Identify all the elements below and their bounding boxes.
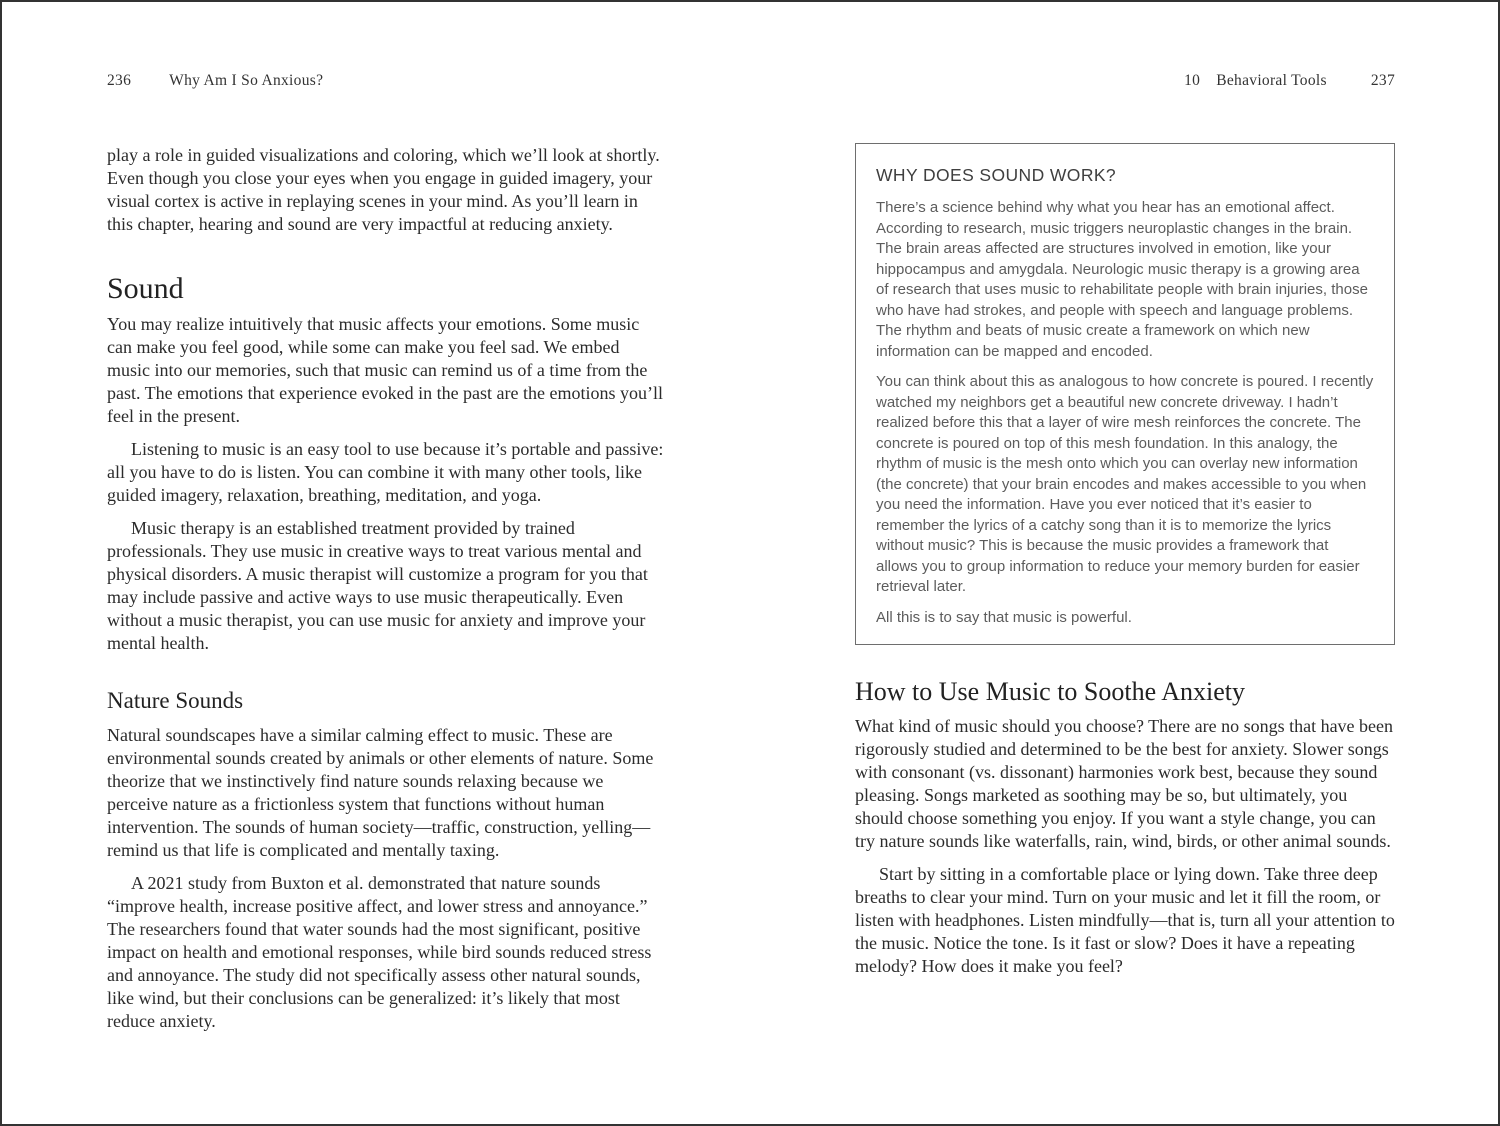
callout-title: WHY DOES SOUND WORK?: [876, 165, 1117, 185]
callout-paragraph: You can think about this as analogous to how concrete is poured. I recently watched my neighbors get a beautiful new concrete driveway. I hadn’t realized before this that a layer of wire mesh reinforces the concrete. The concrete is poured on top of this mesh foundation. In this analogy, the rhythm of music is the mesh onto which you can overlay new information (the concrete) that your brain encodes and makes accessible to you when you need the information. Have you ever noticed that it’s easier to remember the lyrics of a catchy song than it is to memorize the lyrics without music? This is because the music provides a framework that allows you to group information to reduce your memory burden for easier retrieval later.: [876, 373, 1374, 595]
right-page: [855, 72, 1395, 978]
right-page-number: 237: [1370, 72, 1395, 89]
left-page: [107, 72, 665, 1033]
nature-paragraph: A 2021 study from Buxton et al. demonstrated that nature sounds “improve health, increase positive affect, and lower stress and annoyance.” The researchers found that water sounds had the most significant, positive impact on health and emotional responses, while bird sounds reduced stress and annoyance. The study did not specifically assess other natural sounds, like wind, but their conclusions can be generalized: it’s likely that most reduce anxiety.: [107, 873, 652, 1031]
right-running-head: [855, 72, 1395, 90]
howto-paragraph: Start by sitting in a comfortable place or lying down. Take three deep breaths to clear your mind. Turn on your music and let it fill the room, or listen with headphones. Listen mindfully—that is, turn all your attention to the music. Notice the tone. Is it fast or slow? Does it have a repeating melody? How does it make you feel?: [855, 864, 1395, 976]
callout-box-why-does-sound-work: [855, 143, 1395, 645]
section-heading-how-to-use-music: How to Use Music to Soothe Anxiety: [855, 677, 1245, 706]
callout-paragraph: All this is to say that music is powerful.: [876, 608, 1132, 626]
sound-paragraph: You may realize intuitively that music affects your emotions. Some music can make you feel good, while some can make you feel sad. We embed music into our memories, such that music can remind us of a time from the past. The emotions that experience evoked in the past are the emotions you’ll feel in the present.: [107, 314, 664, 426]
left-running-title: Why Am I So Anxious?: [169, 72, 324, 89]
left-page-number: 236: [107, 72, 132, 89]
section-heading-nature-sounds: Nature Sounds: [107, 688, 244, 713]
section-heading-sound: Sound: [107, 272, 184, 305]
callout-paragraph: There’s a science behind why what you hear has an emotional affect. According to research, music triggers neuroplastic changes in the brain. The brain areas affected are structures involved in emotion, like your hippocampus and amygdala. Neurologic music therapy is a growing area of research that uses music to rehabilitate people with brain injuries, those who have had strokes, and people with speech and language problems. The rhythm and beats of music create a framework on which new information can be mapped and encoded.: [876, 199, 1368, 360]
nature-paragraph: Natural soundscapes have a similar calming effect to music. These are environmental sounds created by animals or other elements of nature. Some theorize that we instinctively find nature sounds relaxing because we perceive nature as a frictionless system that functions without human intervention. The sounds of human society—traffic, construction, yelling—remind us that life is complicated and mentally taxing.: [107, 725, 654, 860]
left-running-head: [107, 72, 665, 90]
chapter-number: 10: [1184, 72, 1201, 89]
right-running-title: Behavioral Tools: [1216, 72, 1327, 89]
sound-paragraph: Music therapy is an established treatment provided by trained professionals. They use music in creative ways to treat various mental and physical disorders. A music therapist will customize a program for you that may include passive and active ways to use music therapeutically. Even without a music therapist, you can use music for anxiety and improve your mental health.: [107, 518, 648, 653]
intro-paragraph: play a role in guided visualizations and coloring, which we’ll look at shortly. Even though you close your eyes when you engage in guided imagery, your visual cortex is active in replaying scenes in your mind. As you’ll learn in this chapter, hearing and sound are very impactful at reducing anxiety.: [107, 145, 660, 234]
howto-paragraph: What kind of music should you choose? There are no songs that have been rigorously studied and determined to be the best for anxiety. Slower songs with consonant (vs. dissonant) harmonies work best, because they sound pleasing. Songs marketed as soothing may be so, but ultimately, you should choose something you enjoy. If you want a style change, you can try nature sounds like waterfalls, rain, wind, birds, or other animal sounds.: [855, 716, 1394, 851]
sound-paragraph: Listening to music is an easy tool to use because it’s portable and passive: all you have to do is listen. You can combine it with many other tools, like guided imagery, relaxation, breathing, meditation, and yoga.: [107, 439, 664, 505]
